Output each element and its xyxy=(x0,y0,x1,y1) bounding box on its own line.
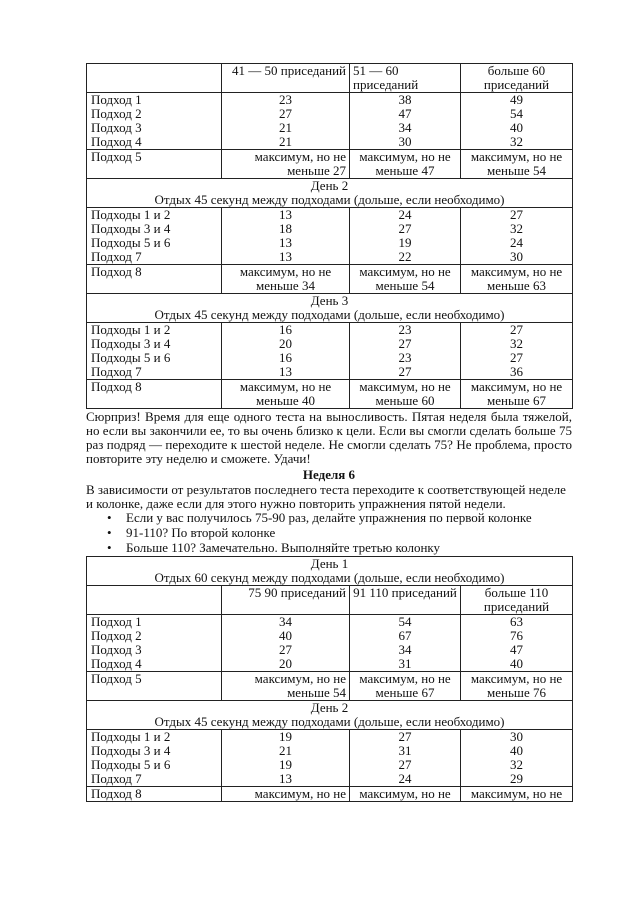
table-row xyxy=(87,93,573,108)
week5-table xyxy=(86,63,573,409)
row-label: Подход 3 xyxy=(87,643,222,657)
cell-value: 18 xyxy=(222,222,350,236)
day-title: День 2 xyxy=(310,700,349,715)
day-header-row xyxy=(87,179,573,208)
row-label: Подходы 3 и 4 xyxy=(87,744,222,758)
header-cell: больше 110 приседаний xyxy=(461,586,573,615)
day-header-row xyxy=(87,701,573,730)
cell-value: 34 xyxy=(350,121,461,135)
table-row xyxy=(87,629,573,643)
table-row xyxy=(87,744,573,758)
table-row xyxy=(87,351,573,365)
cell-value: 34 xyxy=(222,615,350,630)
cell-value: 38 xyxy=(350,93,461,108)
row-label: Подход 8 xyxy=(87,265,222,294)
cell-value: 27 xyxy=(222,643,350,657)
cell-value: 30 xyxy=(461,250,573,265)
table-row-max xyxy=(87,672,573,701)
cell-value: максимум, но не xyxy=(461,787,573,802)
row-label: Подход 8 xyxy=(87,380,222,409)
cell-value: 63 xyxy=(461,615,573,630)
day-header-row xyxy=(87,557,573,586)
document-page xyxy=(86,63,572,802)
cell-value: 19 xyxy=(222,730,350,745)
cell-value: 40 xyxy=(461,744,573,758)
row-label: Подход 2 xyxy=(87,107,222,121)
table-row xyxy=(87,643,573,657)
cell-value: максимум, но не меньше 76 xyxy=(461,672,573,701)
cell-value: максимум, но не меньше 27 xyxy=(222,150,350,179)
table-row xyxy=(87,222,573,236)
row-label: Подходы 5 и 6 xyxy=(87,351,222,365)
header-cell: 91 110 приседаний xyxy=(350,586,461,615)
cell-value: максимум, но не меньше 67 xyxy=(350,672,461,701)
table-row-max xyxy=(87,265,573,294)
row-label: Подход 8 xyxy=(87,787,222,802)
cell-value: 40 xyxy=(461,121,573,135)
table-row xyxy=(87,208,573,223)
list-item-text: Больше 110? Замечательно. Выполняйте третью колонку xyxy=(126,540,441,555)
row-label: Подходы 1 и 2 xyxy=(87,323,222,338)
cell-value: максимум, но не меньше 60 xyxy=(350,380,461,409)
header-cell xyxy=(87,586,222,615)
cell-value: 27 xyxy=(461,208,573,223)
day-title: День 1 xyxy=(310,556,349,571)
cell-value: 27 xyxy=(350,337,461,351)
cell-value: 22 xyxy=(350,250,461,265)
cell-value: 13 xyxy=(222,236,350,250)
rest-note: Отдых 60 секунд между подходами (дольше, если необходимо) xyxy=(154,570,505,585)
cell-value: 27 xyxy=(461,351,573,365)
rest-note: Отдых 45 секунд между подходами (дольше, если необходимо) xyxy=(154,192,505,207)
cell-value: максимум, но не меньше 34 xyxy=(222,265,350,294)
header-cell: 41 — 50 приседаний xyxy=(222,64,350,93)
table-row xyxy=(87,758,573,772)
table-header-row xyxy=(87,586,573,615)
cell-value: 31 xyxy=(350,657,461,672)
row-label: Подходы 3 и 4 xyxy=(87,337,222,351)
list-item xyxy=(107,540,572,555)
bullet-icon: • xyxy=(107,525,112,540)
cell-value: 24 xyxy=(350,772,461,787)
cell-value: 23 xyxy=(222,93,350,108)
cell-value: 30 xyxy=(350,135,461,150)
table-header-row xyxy=(87,64,573,93)
header-cell xyxy=(87,64,222,93)
table-row xyxy=(87,135,573,150)
cell-value: 54 xyxy=(461,107,573,121)
cell-value: максимум, но не меньше 54 xyxy=(350,265,461,294)
cell-value: 27 xyxy=(350,365,461,380)
cell-value: 13 xyxy=(222,250,350,265)
day-header-row xyxy=(87,294,573,323)
cell-value: 32 xyxy=(461,758,573,772)
cell-value: 16 xyxy=(222,351,350,365)
cell-value: 13 xyxy=(222,208,350,223)
cell-value: 24 xyxy=(350,208,461,223)
table-row-max xyxy=(87,380,573,409)
bullet-icon: • xyxy=(107,510,112,525)
cell-value: 20 xyxy=(222,337,350,351)
cell-value: 19 xyxy=(222,758,350,772)
header-cell: 51 — 60 приседаний xyxy=(350,64,461,93)
cell-value: максимум, но не меньше 40 xyxy=(222,380,350,409)
table-row xyxy=(87,107,573,121)
row-label: Подход 7 xyxy=(87,772,222,787)
cell-value: 54 xyxy=(350,615,461,630)
table-row xyxy=(87,236,573,250)
cell-value: 36 xyxy=(461,365,573,380)
cell-value: 13 xyxy=(222,772,350,787)
week6-heading: Неделя 6 xyxy=(302,467,356,482)
list-item xyxy=(107,525,572,540)
table-row xyxy=(87,657,573,672)
row-label: Подход 7 xyxy=(87,250,222,265)
cell-value: 31 xyxy=(350,744,461,758)
table-row xyxy=(87,337,573,351)
cell-value: 34 xyxy=(350,643,461,657)
cell-value: максимум, но не меньше 54 xyxy=(222,672,350,701)
row-label: Подход 1 xyxy=(87,93,222,108)
cell-value: 27 xyxy=(222,107,350,121)
cell-value: 40 xyxy=(461,657,573,672)
row-label: Подход 7 xyxy=(87,365,222,380)
list-item xyxy=(107,510,572,525)
cell-value: 24 xyxy=(461,236,573,250)
week6-intro: В зависимости от результатов последнего теста переходите к соответствующей неделе и колонке, даже если для этого нужно повторить упражнения пятой недели. xyxy=(86,482,566,511)
bullet-icon: • xyxy=(107,540,112,555)
row-label: Подходы 1 и 2 xyxy=(87,730,222,745)
row-label: Подход 2 xyxy=(87,629,222,643)
cell-value: 27 xyxy=(350,222,461,236)
cell-value: 20 xyxy=(222,657,350,672)
cell-value: максимум, но не xyxy=(222,787,350,802)
list-item-text: 91-110? По второй колонке xyxy=(126,525,276,540)
cell-value: 21 xyxy=(222,744,350,758)
cell-value: 21 xyxy=(222,135,350,150)
cell-value: 27 xyxy=(350,758,461,772)
cell-value: 49 xyxy=(461,93,573,108)
cell-value: 32 xyxy=(461,135,573,150)
cell-value: максимум, но не меньше 54 xyxy=(461,150,573,179)
cell-value: максимум, но не xyxy=(350,787,461,802)
rest-note: Отдых 45 секунд между подходами (дольше, если необходимо) xyxy=(154,714,505,729)
cell-value: 30 xyxy=(461,730,573,745)
row-label: Подход 4 xyxy=(87,135,222,150)
row-label: Подходы 1 и 2 xyxy=(87,208,222,223)
header-cell: 75 90 приседаний xyxy=(222,586,350,615)
cell-value: максимум, но не меньше 63 xyxy=(461,265,573,294)
row-label: Подход 3 xyxy=(87,121,222,135)
header-cell: больше 60 приседаний xyxy=(461,64,573,93)
table-row-max xyxy=(87,787,573,802)
cell-value: 29 xyxy=(461,772,573,787)
cell-value: 67 xyxy=(350,629,461,643)
table-row xyxy=(87,615,573,630)
cell-value: максимум, но не меньше 67 xyxy=(461,380,573,409)
cell-value: 23 xyxy=(350,351,461,365)
row-label: Подход 4 xyxy=(87,657,222,672)
cell-value: 47 xyxy=(350,107,461,121)
cell-value: 76 xyxy=(461,629,573,643)
cell-value: 13 xyxy=(222,365,350,380)
cell-value: 19 xyxy=(350,236,461,250)
cell-value: 27 xyxy=(461,323,573,338)
cell-value: 40 xyxy=(222,629,350,643)
cell-value: 47 xyxy=(461,643,573,657)
cell-value: максимум, но не меньше 47 xyxy=(350,150,461,179)
cell-value: 32 xyxy=(461,337,573,351)
cell-value: 16 xyxy=(222,323,350,338)
list-item-text: Если у вас получилось 75-90 раз, делайте упражнения по первой колонке xyxy=(126,510,532,525)
cell-value: 27 xyxy=(350,730,461,745)
table-row-max xyxy=(87,150,573,179)
cell-value: 21 xyxy=(222,121,350,135)
instruction-list xyxy=(86,511,572,555)
table-row xyxy=(87,121,573,135)
rest-note: Отдых 45 секунд между подходами (дольше, если необходимо) xyxy=(154,307,505,322)
day-title: День 3 xyxy=(310,293,349,308)
table-row xyxy=(87,323,573,338)
cell-value: 23 xyxy=(350,323,461,338)
table-row xyxy=(87,365,573,380)
cell-value: 32 xyxy=(461,222,573,236)
row-label: Подход 1 xyxy=(87,615,222,630)
row-label: Подход 5 xyxy=(87,672,222,701)
row-label: Подходы 5 и 6 xyxy=(87,758,222,772)
row-label: Подходы 5 и 6 xyxy=(87,236,222,250)
row-label: Подходы 3 и 4 xyxy=(87,222,222,236)
table-row xyxy=(87,250,573,265)
table-row xyxy=(87,772,573,787)
day-title: День 2 xyxy=(310,178,349,193)
row-label: Подход 5 xyxy=(87,150,222,179)
table-row xyxy=(87,730,573,745)
week6-table xyxy=(86,556,573,802)
surprise-paragraph: Сюрприз! Время для еще одного теста на выносливость. Пятая неделя была тяжелой, но если вы закончили ее, то вы очень близко к цели. Если вы смогли сделать больше 75 раз подряд — переходите к шестой неделе. Не смогли сделать 75? Не проблема, просто повторите эту неделю и сможете. Удачи! xyxy=(86,409,572,466)
